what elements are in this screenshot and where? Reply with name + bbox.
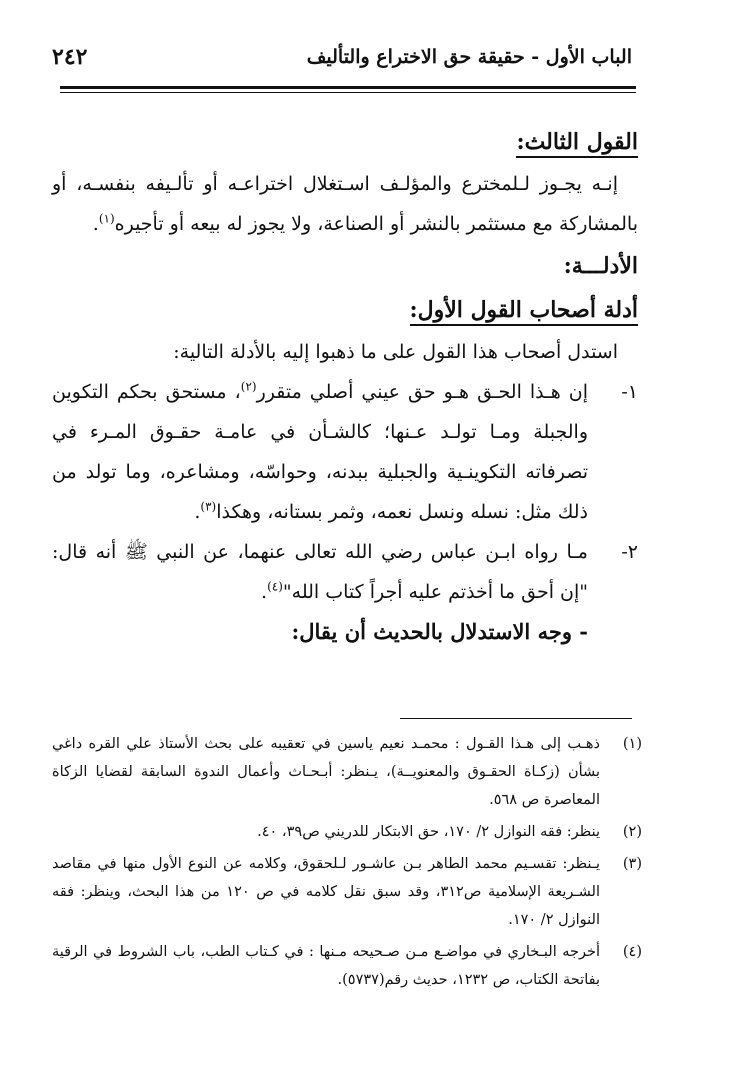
footnote-ref: (٢) xyxy=(240,379,257,394)
paragraph-end: . xyxy=(92,213,99,235)
item-text-continued: ، مستحق بحكم التكوين والجبلة ومـا تولـد عـنها؛ كالشـأن في عامـة حقـوق المـرء في تصرفاته التكوينـية والجبلية ببدنه، وحواسّه، ومشاعره، وما تولد من ذلك مثل: نسله ونسل نعمه، وثمر بستانه، وهكذا xyxy=(52,381,588,523)
item-number: ٢- xyxy=(621,541,638,563)
footnotes xyxy=(52,730,642,998)
item-end: . xyxy=(194,501,201,523)
intro-paragraph: استدل أصحاب هذا القول على ما ذهبوا إليه بالأدلة التالية: xyxy=(173,341,618,363)
main-text xyxy=(52,120,638,652)
page-header xyxy=(52,42,632,76)
item-text: مـا رواه ابـن عباس رضي الله تعالى عنهما، عن النبي ﷺ أنه قال: "إن أحق ما أخذتم عليه أجراً كتاب الله" xyxy=(52,541,588,603)
inference-heading: - وجه الاستدلال بالحديث أن يقال: xyxy=(291,619,588,644)
item-text: إن هـذا الحـق هـو حق عيني أصلي متقرر xyxy=(256,381,588,403)
footnote-3 xyxy=(52,850,642,934)
header-rule-thin xyxy=(60,92,636,93)
footnote-ref: (٣) xyxy=(200,499,217,514)
item-end: . xyxy=(261,581,268,603)
heading-third-opinion-text: القول الثالث: xyxy=(516,129,638,158)
running-title: الباب الأول - حقيقة حق الاختراع والتأليف xyxy=(306,46,632,68)
footnote-text: يـنظر: تقسـيم محمد الطاهر بـن عاشـور لـلحقوق، وكلامه عن النوع الأول منها في مقاصد الشـريعة الإسلامية ص٣١٢، وقد سبق نقل كلامه في ص ١٢٠ من هذا البحث، وينظر: فقه النوازل ٢/ ١٧٠. xyxy=(52,856,600,928)
footnote-text: أخرجه البـخاري في مواضـع مـن صـحيحه مـنها : في كـتاب الطب، باب الشروط في الرقية بفاتحة الكتاب، ص ١٢٣٢، حديث رقم(٥٧٣٧). xyxy=(52,944,600,988)
heading-evidence: الأدلـــة: xyxy=(563,253,638,279)
evidence-item-1 xyxy=(52,372,638,532)
header-rule-thick xyxy=(60,86,636,89)
heading-first-opinion-evidence-text: أدلة أصحاب القول الأول: xyxy=(410,297,638,326)
footnote-4 xyxy=(52,938,642,994)
paragraph-third-opinion xyxy=(52,164,638,244)
footnote-ref: (٤) xyxy=(267,579,283,594)
footnote-ref: (١) xyxy=(98,211,115,226)
footnote-2 xyxy=(52,818,642,846)
evidence-item-2 xyxy=(52,532,638,612)
footnote-number: (٣) xyxy=(622,856,642,872)
footnote-number: (٤) xyxy=(622,944,642,960)
footnote-text: ذهـب إلى هـذا القـول : محمـد نعيم ياسين في تعقيبه على بحث الأستاذ علي القره داغي بشأن (زكـاة الحقـوق والمعنويــة)، يـنظر: أبـحـاث وأعمال الندوة السابقة لقضايا الزكاة المعاصرة ص ٥٦٨. xyxy=(52,736,600,808)
heading-third-opinion xyxy=(52,120,638,164)
paragraph-third-opinion-text: إنـه يجـوز لـلمخترع والمؤلـف اسـتغلال اختراعـه أو تألـيفه بنفسـه، أو بالمشاركة مع مستثمر بالنشر أو الصناعة، ولا يجوز له بيعه أو تأجيره xyxy=(52,173,638,235)
footnote-separator xyxy=(400,718,632,719)
page-number: ٢٤٢ xyxy=(52,44,88,70)
footnote-text: ينظر: فقه النوازل ٢/ ١٧٠، حق الابتكار للدريني ص٣٩، ٤٠. xyxy=(257,824,600,840)
item-number: ١- xyxy=(621,381,638,403)
footnote-1 xyxy=(52,730,642,814)
heading-first-opinion-evidence xyxy=(52,288,638,332)
footnote-number: (٢) xyxy=(622,824,642,840)
footnote-number: (١) xyxy=(622,736,642,752)
